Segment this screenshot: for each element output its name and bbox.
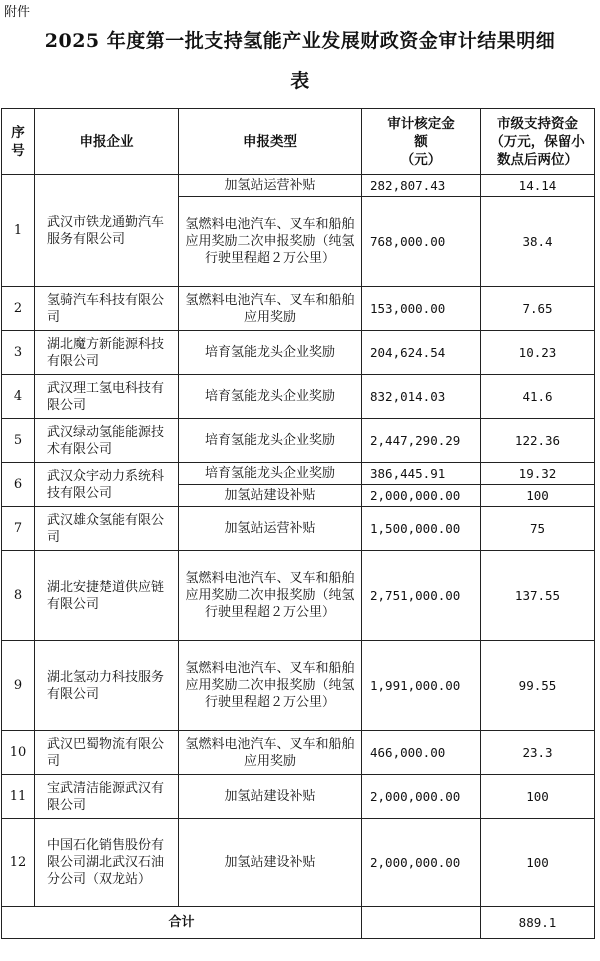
row-support: 41.6	[481, 375, 595, 419]
row-support: 100	[481, 775, 595, 819]
row-type: 加氢站运营补贴	[179, 507, 362, 551]
document-title	[0, 24, 600, 98]
table-row	[2, 551, 595, 641]
row-support: 99.55	[481, 641, 595, 731]
row-seq: 2	[2, 287, 35, 331]
row-type: 氢燃料电池汽车、叉车和船舶应用奖励二次申报奖励（纯氢行驶里程超２万公里）	[179, 551, 362, 641]
row-amount: 1,500,000.00	[362, 507, 481, 551]
row-amount: 282,807.43	[362, 175, 481, 197]
row-company: 武汉市铁龙通勤汽车服务有限公司	[35, 175, 179, 287]
row-seq: 9	[2, 641, 35, 731]
header-amount: 审计核定金 额 （元）	[362, 109, 481, 175]
row-seq: 12	[2, 819, 35, 907]
table-body	[2, 175, 595, 907]
row-amount: 2,000,000.00	[362, 485, 481, 507]
row-amount: 204,624.54	[362, 331, 481, 375]
header-company: 申报企业	[35, 109, 179, 175]
row-amount: 768,000.00	[362, 197, 481, 287]
row-company: 武汉雄众氢能有限公司	[35, 507, 179, 551]
row-amount: 153,000.00	[362, 287, 481, 331]
table-row	[2, 641, 595, 731]
total-amount	[362, 907, 481, 939]
row-support: 137.55	[481, 551, 595, 641]
row-company: 中国石化销售股份有限公司湖北武汉石油分公司（双龙站）	[35, 819, 179, 907]
table-row	[2, 331, 595, 375]
table-row	[2, 287, 595, 331]
row-amount: 832,014.03	[362, 375, 481, 419]
row-amount: 466,000.00	[362, 731, 481, 775]
row-support: 10.23	[481, 331, 595, 375]
row-company: 武汉巴蜀物流有限公司	[35, 731, 179, 775]
row-type: 加氢站运营补贴	[179, 175, 362, 197]
row-type: 氢燃料电池汽车、叉车和船舶应用奖励	[179, 731, 362, 775]
row-seq: 11	[2, 775, 35, 819]
row-company: 武汉绿动氢能能源技术有限公司	[35, 419, 179, 463]
header-seq: 序 号	[2, 109, 35, 175]
row-seq: 8	[2, 551, 35, 641]
row-type: 加氢站建设补贴	[179, 485, 362, 507]
row-support: 23.3	[481, 731, 595, 775]
row-amount: 386,445.91	[362, 463, 481, 485]
title-line-1: 2025 年度第一批支持氢能产业发展财政资金审计结果明细	[44, 30, 556, 52]
row-type: 氢燃料电池汽车、叉车和船舶应用奖励二次申报奖励（纯氢行驶里程超２万公里）	[179, 197, 362, 287]
row-support: 38.4	[481, 197, 595, 287]
row-support: 100	[481, 485, 595, 507]
row-amount: 2,447,290.29	[362, 419, 481, 463]
row-company: 湖北魔方新能源科技有限公司	[35, 331, 179, 375]
row-amount: 2,751,000.00	[362, 551, 481, 641]
row-seq: 5	[2, 419, 35, 463]
row-support: 75	[481, 507, 595, 551]
row-company: 武汉理工氢电科技有限公司	[35, 375, 179, 419]
row-support: 7.65	[481, 287, 595, 331]
row-company: 湖北氢动力科技服务有限公司	[35, 641, 179, 731]
row-type: 氢燃料电池汽车、叉车和船舶应用奖励	[179, 287, 362, 331]
row-seq: 10	[2, 731, 35, 775]
row-type: 加氢站建设补贴	[179, 819, 362, 907]
row-amount: 2,000,000.00	[362, 819, 481, 907]
row-support: 100	[481, 819, 595, 907]
row-type: 培育氢能龙头企业奖励	[179, 463, 362, 485]
table-row	[2, 463, 595, 485]
row-company: 氢骑汽车科技有限公司	[35, 287, 179, 331]
row-seq: 3	[2, 331, 35, 375]
header-support: 市级支持资金 （万元，保留小 数点后两位）	[481, 109, 595, 175]
table-row	[2, 731, 595, 775]
row-seq: 6	[2, 463, 35, 507]
header-type: 申报类型	[179, 109, 362, 175]
row-type: 培育氢能龙头企业奖励	[179, 331, 362, 375]
row-amount: 2,000,000.00	[362, 775, 481, 819]
row-amount: 1,991,000.00	[362, 641, 481, 731]
row-type: 氢燃料电池汽车、叉车和船舶应用奖励二次申报奖励（纯氢行驶里程超２万公里）	[179, 641, 362, 731]
row-seq: 4	[2, 375, 35, 419]
row-company: 武汉众宇动力系统科技有限公司	[35, 463, 179, 507]
row-type: 培育氢能龙头企业奖励	[179, 375, 362, 419]
row-support: 14.14	[481, 175, 595, 197]
result-table	[1, 108, 595, 939]
title-line-2: 表	[290, 70, 310, 92]
header-row	[2, 109, 595, 175]
total-row	[2, 907, 595, 939]
row-support: 19.32	[481, 463, 595, 485]
table-row	[2, 775, 595, 819]
row-company: 宝武清洁能源武汉有限公司	[35, 775, 179, 819]
table-row	[2, 819, 595, 907]
total-label: 合计	[2, 907, 362, 939]
row-seq: 7	[2, 507, 35, 551]
attachment-label: 附件	[4, 5, 31, 20]
table-row	[2, 375, 595, 419]
row-type: 培育氢能龙头企业奖励	[179, 419, 362, 463]
row-company: 湖北安捷楚道供应链有限公司	[35, 551, 179, 641]
table-row	[2, 507, 595, 551]
row-support: 122.36	[481, 419, 595, 463]
row-seq: 1	[2, 175, 35, 287]
table-row	[2, 175, 595, 197]
total-support: 889.1	[481, 907, 595, 939]
row-type: 加氢站建设补贴	[179, 775, 362, 819]
table-row	[2, 419, 595, 463]
